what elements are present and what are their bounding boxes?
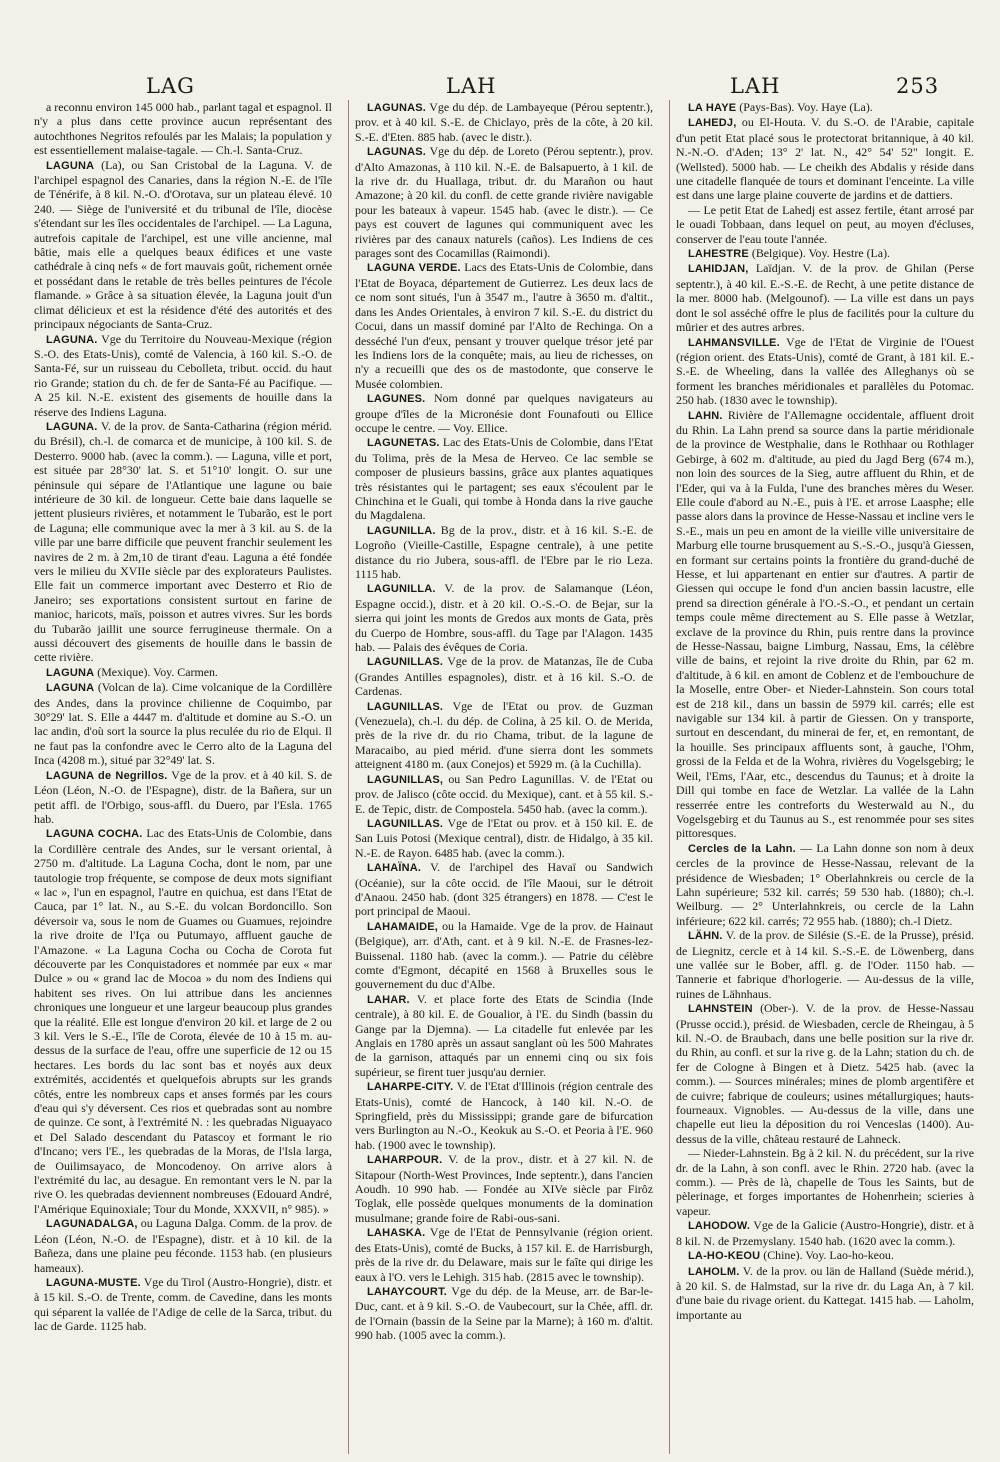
dictionary-entry	[355, 1152, 653, 1225]
dictionary-entry	[676, 1248, 974, 1263]
entry-text: Vge de la prov. et à 40 kil. S. de Léon (Léon, N.-O. de l'Espagne), distr. de la Bañera, sur un petit affl. de l'Orbigo, sous-affl. du Duero, par l'Esla. 1765 hab.	[34, 767, 332, 826]
entry-text: (Mexique). Voy. Carmen.	[97, 664, 218, 679]
dictionary-entry	[355, 260, 653, 391]
entry-headword: LA HAYE	[688, 102, 737, 114]
dictionary-entry	[34, 158, 332, 332]
entry-text: Vge du Territoire du Nouveau-Mexique (région S.-O. des Etats-Unis), comté de Valencia, à 160 kil. S.-O. de Santa-Fé, sur un ruisseau du Cebolleta, tribut. occid. du haut rio Grande; station du ch. de fer de Santa-Fé au Pacifique. — A 25 kil. N.-E. existent des gisements de houille dans la réserve des Indiens Laguna.	[34, 331, 332, 419]
dictionary-entry	[355, 654, 653, 698]
dictionary-entry	[676, 261, 974, 334]
entry-text: V. de l'archipel des Havaï ou Sandwich (Océanie), sur la côte occid. de l'île Maoui, sur le détroit d'Anaou. 2450 hab. (dont 325 étrangers) en 1878. — C'est le port principal de Maoui.	[355, 860, 653, 919]
entry-headword: LAGUNILLAS.	[367, 656, 444, 669]
dictionary-entry	[355, 699, 653, 772]
dictionary-entry	[34, 419, 332, 665]
entry-headword: LAGUNA COCHA.	[46, 828, 143, 841]
dictionary-entry	[34, 768, 332, 827]
entry-text: — Nieder-Lahnstein. Bg à 2 kil. N. du précédent, sur la rive dr. de la Lahn, à son confl. avec le Rhin. 2720 hab. (avec la comm.). — Près de là, chapelle de Tous les Saints, but de pèlerinage, et forges importantes de Hohenrhein; scieries à vapeur.	[676, 1146, 974, 1218]
entry-headword: LAHAMAIDE,	[367, 920, 439, 933]
dictionary-entry	[355, 772, 653, 816]
entry-text: — Le petit Etat de Lahedj est assez fertile, étant arrosé par le ouadi Tobbaan, dans lequel on peut, au moyen d'écluses, conserver de l'eau toute l'année.	[676, 202, 974, 246]
entry-text: V. de la prov. de Salamanque (Léon, Espagne occid.), distr. et à 20 kil. O.-S.-O. de Bejar, sur la sierra qui joint les monts de Gredos aux monts de Gata, près du Cuerpo de Hombre, sous-affl. du Tage par l'Alagon. 1435 hab. — Palais des évêques de Coria.	[355, 581, 653, 655]
dictionary-entry	[355, 581, 653, 654]
header-left-guide-word: LAG	[146, 74, 195, 98]
entry-text: ou Laguna Dalga. Comm. de la prov. de Léon (Léon, N.-O. de l'Espagne), distr. et à 10 kil. de la Bañeza, dans une plaine peu féconde. 1153 hab. (en plusieurs hameaux).	[34, 1216, 332, 1275]
dictionary-entry	[676, 203, 974, 246]
entry-text: ou El-Houta. V. du S.-O. de l'Arabie, capitale d'un petit Etat placé sous le protectorat britannique, à 40 kil. N.-N.-O. d'Aden; 13° 2' lat. N., 42° 54' 52" longit. E. (Wellsted). 5000 hab. — Le cheikh des Abdalis y réside dans une citadelle flanquée de tours et dominant l'enceinte. La ville est dans une large plaine couverte de jardins et de dattiers.	[676, 115, 974, 203]
entry-text: Vge du dép. de la Meuse, arr. de Bar-le-Duc, cant. et à 9 kil. S.-O. de Vaubecourt, sur la Chée, affl. dr. de l'Ornain (bassin de la Seine par la Marne); à 160 m. d'altit. 990 hab. (1005 avec la comm.).	[355, 1283, 653, 1343]
column-2	[348, 100, 653, 1454]
entry-headword: LAGUNAS.	[367, 146, 427, 159]
entry-text: Laïdjan. V. de la prov. de Ghilan (Perse septentr.), à 40 kil. E.-S.-E. de Recht, à une petite distance de la mer. 8000 hab. (Melgounof). — La ville est dans un pays dont le sol asséché offre le plus de facilités pour la culture du mûrier et des autres arbres.	[676, 261, 974, 335]
dictionary-entry	[355, 435, 653, 522]
entry-text: Vge du dép. de Loreto (Pérou septentr.), prov. d'Alto Amazonas, à 110 kil. N.-E. de Balsapuerto, à 1 kil. de la rive dr. du Huallaga, tribut. dr. du Marañon ou haut Amazone; à 20 kil. du confl. de cette grande rivière navigable pour les bateaux à vapeur. 1545 hab. (avec le distr.). — Ce pays est couvert de lagunes qui communiquent avec les rivières par des canaux naturels (caños). Les Indiens de ces parages sont des Cocamillas (Raimondi).	[355, 144, 653, 261]
entry-text: Vge de l'Etat ou prov. et à 150 kil. E. de San Luis Potosi (Mexique central), distr. de Hidalgo, à 35 kil. N.-E. de Rayon. 6485 hab. (avec la comm.).	[355, 815, 653, 860]
dictionary-entry	[355, 919, 653, 992]
entry-headword: LAGUNETAS.	[367, 437, 440, 450]
dictionary-entry	[355, 1079, 653, 1152]
entry-text: Nom donné par quelques navigateurs au groupe d'îles de la Micronésie dont Founafouti ou Ellice occupe le centre. — Voy. Ellice.	[355, 391, 653, 435]
dictionary-entry	[355, 144, 653, 260]
entry-text: (Chine). Voy. Lao-ho-keou.	[763, 1248, 894, 1263]
entry-headword: LAHARPE-CITY.	[367, 1081, 454, 1094]
entry-text: (Belgique). Voy. Hestre (La).	[751, 246, 891, 261]
dictionary-entry	[355, 100, 653, 144]
text-columns	[34, 100, 974, 1454]
dictionary-entry	[676, 1001, 974, 1146]
dictionary-entry	[676, 1218, 974, 1248]
entry-text: — La Lahn donne son nom à deux cercles de la province de Hesse-Nassau, relevant de la présidence de Wiesbaden; 1° Oberlahnkreis ou cercle de la Lahn supérieure; 532 kil. carrés; 59 530 hab. (1880); ch.-l. Weilburg. — 2° Unterlahnkreis, ou cercle de la Lahn inférieure; 622 kil. carrés; 72 955 hab. (1880); ch.-l Dietz.	[676, 840, 974, 928]
entry-text: (Pays-Bas). Voy. Haye (La).	[739, 100, 873, 114]
entry-headword: LAHARPOUR.	[367, 1154, 443, 1167]
dictionary-entry	[355, 523, 653, 582]
entry-text: V. de la prov., distr. et à 27 kil. N. de Sitapour (North-West Provinces, Inde septentr.), dans l'ancien Aoudh. 10 990 hab. — Fondée au XIVe siècle par Firôz Toglak, elle possède quelques monuments de la domination musulmane; grande foire de Rabi-ous-sani.	[355, 1152, 653, 1225]
entry-text: Vge de la prov. de Matanzas, île de Cuba (Grandes Antilles espagnoles), distr. et à 16 kil. S.-O. de Cardenas.	[355, 654, 653, 699]
entry-text: ou San Pedro Lagunillas. V. de l'Etat ou prov. de Jalisco (côte occid. du Mexique), cant. et à 55 kil. S.-E. de Tepic, distr. de Compostela. 5450 hab. (avec la comm.).	[355, 771, 653, 816]
entry-headword: Cercles de la Lahn.	[688, 842, 796, 855]
header-right-guide-word: LAH	[730, 74, 781, 98]
dictionary-entry	[34, 665, 332, 680]
dictionary-entry	[676, 335, 974, 408]
entry-headword: LAHEDJ,	[688, 117, 737, 130]
entry-headword: LAGUNILLA.	[367, 583, 436, 596]
entry-headword: LAGUNILLAS.	[367, 817, 444, 830]
entry-text: Lac des Etats-Unis de Colombie, dans la Cordillère centrale des Andes, sur le versant oriental, à 2750 m. d'altitude. La Laguna Cocha, dont le nom, par une tautologie trop fréquente, se compose de deux mots signifiant « lac », l'un en espagnol, l'autre en quichua, est dans l'Etat de Cauca, par 1° lat. N., au S.-E. du volcan Bordoncillo. Son déversoir va, sous le nom de Guames ou Guamues, rejoindre la rive droite de l'Iça ou Putumayo, affluent gauche de l'Amazone. « La Laguna Cocha ou Cocha de Corota fut découverte par les Conquistadores et nommée par eux « mar Dulce » ou « grand lac de Mocoa » du nom des Indiens qui habitent ses rives. On lui attribue dans les anciennes chroniques une longueur et une largeur beaucoup plus grandes que la réalité. Elle est longue d'environ 20 kil. et large de 2 ou 3 kil. Vers le S.-E., l'île de Corota, élevée de 10 à 15 m. au-dessus de la surface de l'eau, offre une superficie de 12 ou 15 hectares. Les bords du lac sont bas et noyés aux deux extrémités, accidentés et quelquefois abrupts sur les grands côtés, entre les nombreux caps et anses formés par les cours d'eau qui s'y déversent. Ces rios et quebradas sont au nombre de quinze. Ce sont, à l'extrémité N. : les quebradas Niguayaco et Del Salado descendant du Patascoy et formant le rio d'Incano; vers l'E., les quebradas de la Moras, de l'Isla larga, de Ouilimsayaco, de Moncodenoy. On arrive alors à l'extrémité du lac, au desague. En remontant vers le N. par la rive O. les quebradas deviennent nombreuses (Edouard André, l'Amérique Equinoxiale; Tour du Monde, XXXVII, n° 985). »	[34, 826, 332, 1216]
dictionary-entry	[676, 1264, 974, 1323]
dictionary-entry	[34, 680, 332, 767]
entry-text: V. de la prov. ou län de Halland (Suède mérid.), à 20 kil. S. de Halmstad, sur la rive dr. du Laga An, à 7 kil. d'une baie du rivage orient. du Kattegat. 1415 hab. — Laholm, importante au	[676, 1263, 974, 1322]
entry-headword: LAGUNA	[46, 666, 95, 679]
entry-text: Vge de l'Etat de Virginie de l'Ouest (région orient. des Etats-Unis), comté de Grant, à 181 kil. E.-S.-E. de Wheeling, dans la vallée des Alleghanys où se forment les branches méridionales et parallèles du Potomac. 250 hab. (1830 avec le township).	[676, 334, 974, 408]
dictionary-entry	[355, 816, 653, 860]
entry-headword: LAHAR.	[367, 993, 410, 1006]
entry-headword: LAGUNILLA.	[367, 524, 436, 537]
entry-text: V. de la prov. de Santa-Catharina (région mérid. du Brésil), ch.-l. de comarca et de municipe, à 100 kil. S. de Desterro. 9000 hab. (avec la comm.). — Laguna, ville et port, est située par 28°30' lat. S. et 51°10' longit. O. sur une péninsule qui sépare de l'Atlantique une lagune ou baie intérieure de 30 kil. de longueur. Cette baie dans laquelle se jettent plusieurs rivières, et notamment le Tubarão, est le port de Laguna; elle communique avec la mer à 3 kil. au S. de la ville par une barre difficile que peuvent franchir seulement les navires de 2 m. à 2m,10 de tirant d'eau. Laguna a été fondée vers le milieu du XVIIe siècle par des explorateurs Paulistes. Elle fait un commerce important avec Desterro et Rio de Janeiro; ses exportations consistent surtout en farine de manioc, haricots, maïs, poisson et autres vivres. Sur les bords du Tubarão jaillit une source ferrugineuse thermale. On a aussi découvert des gisements de houille dans le bassin de cette rivière.	[34, 418, 332, 665]
entry-headword: LAHOLM.	[688, 1265, 740, 1278]
entry-text: Bg de la prov., distr. et à 16 kil. S.-E. de Logroño (Vieille-Castille, Espagne centrale), à une petite distance du rio Jubera, sous-affl. de l'Ebre par le rio Leza. 1115 hab.	[355, 522, 653, 581]
dictionary-entry	[676, 928, 974, 1001]
entry-headword: LÄHN.	[688, 930, 723, 943]
entry-text: Vge de la Galicie (Austro-Hongrie), distr. et à 8 kil. N. de Przemyslany. 1540 hab. (1620 avec la comm.).	[676, 1218, 974, 1248]
entry-headword: LAGUNA.	[46, 420, 98, 433]
dictionary-entry	[34, 332, 332, 419]
entry-text: V. de la prov. de Silésie (S.-E. de la Prusse), présid. de Liegnitz, cercle et à 14 kil. S.-S.-E. de Löwenberg, dans une vallée sur le Bober, affl. g. de l'Oder. 1150 hab. — Tannerie et fabrique d'horlogerie. — Au-dessus de la ville, ruines de Lähnhaus.	[676, 928, 974, 1001]
entry-headword: LA-HO-KEOU	[688, 1250, 761, 1263]
entry-text: Vge du dép. de Lambayeque (Pérou septentr.), prov. et à 40 kil. S.-E. de Chiclayo, près de la côte, à 20 kil. S.-E. d'Eten. 885 hab. (avec le distr.).	[355, 100, 653, 144]
entry-headword: LAHIDJAN,	[688, 263, 749, 276]
entry-headword: LAHN.	[688, 409, 723, 422]
column-3	[669, 100, 974, 1454]
entry-headword: LAGUNADALGA,	[46, 1218, 138, 1231]
entry-text: Vge de l'Etat ou prov. de Guzman (Venezuela), ch.-l. du dép. de Colina, à 25 kil. O. de Merida, près de la rive dr. du rio Chama, tribut. de la lagune de Maracaibo, au pied mérid. d'une sierra dont les sommets atteignent 4180 m. (aux Conejos) et 5929 m. (à la Cuchilla).	[355, 698, 653, 772]
entry-headword: LAGUNA-MUSTE.	[46, 1276, 141, 1289]
entry-headword: LAGUNES.	[367, 393, 426, 406]
entry-headword: LAHESTRE	[688, 248, 749, 261]
dictionary-entry	[355, 860, 653, 919]
entry-headword: LAGUNA VERDE.	[367, 262, 461, 275]
page-number: 253	[896, 74, 940, 98]
dictionary-entry	[676, 100, 974, 115]
entry-headword: LAHAYCOURT.	[367, 1285, 448, 1298]
dictionary-entry	[355, 1284, 653, 1343]
dictionary-entry	[676, 841, 974, 928]
entry-text: a reconnu environ 145 000 hab., parlant tagal et espagnol. Il n'y a plus dans cette province aucun représentant des autochthones Negritos refoulés par les Malais; la population y est essentiellement malaise-tagale. — Ch.-l. Santa-Cruz.	[34, 100, 332, 158]
dictionary-entry	[34, 1275, 332, 1334]
entry-text: Lacs des Etats-Unis de Colombie, dans l'Etat de Boyaca, département de Gutierrez. Les deux lacs de ce nom sont situés, l'un à 3547 m., l'autre à 3650 m. d'altit., dans les Andes Orientales, à environ 7 kil. S.-E. du district du Cocui, dans un massif dominé par l'Alto de Rechinga. On a desséché l'un d'eux, pensant y trouver quelque trésor jeté par les Indiens lors de la conquête; mais, au lieu de richesses, on n'y a recueilli que des os de mastodonte, que conserve le Musée colombien.	[355, 260, 653, 391]
entry-text: ou la Hamaide. Vge de la prov. de Hainaut (Belgique), arr. d'Ath, cant. et à 9 kil. N.-E. de Frasnes-lez-Buissenal. 1180 hab. (avec la comm.). — Patrie du célèbre comte d'Egmont, décapité en 1568 à Bruxelles sous le gouvernement du duc d'Albe.	[355, 918, 653, 992]
entry-headword: LAGUNILLAS,	[367, 773, 444, 786]
dictionary-entry	[676, 1146, 974, 1218]
column-1	[34, 100, 332, 1454]
entry-headword: LAGUNA	[46, 682, 95, 695]
dictionary-entry	[355, 992, 653, 1079]
entry-headword: LAHODOW.	[688, 1220, 751, 1233]
entry-text: V. et place forte des Etats de Scindia (Inde centrale), à 80 kil. E. de Goualior, à l'E. du Sindh (bassin du Gange par la Djemna). — La citadelle fut enlevée par les Anglais en 1780 après un assaut sanglant où les 500 Mahrates de la garnison, attaqués par un ennemi cinq ou six fois supérieur, se firent tuer jusqu'au dernier.	[355, 991, 653, 1079]
entry-text: Vge du Tirol (Austro-Hongrie), distr. et à 15 kil. S.-O. de Trente, comm. de Cavedine, dans les monts qui séparent la vallée de l'Adige de celle de la Sarca, tribut. du lac de Garde. 1125 hab.	[34, 1274, 332, 1334]
dictionary-entry	[355, 1225, 653, 1284]
entry-text: (Volcan de la). Cime volcanique de la Cordillère des Andes, dans la province chilienne de Coquimbo, par 30°29' lat. S. Elle a 4447 m. d'altitude et domine au S.-O. un lac andin, d'où sort la source la plus reculée du rio de Elqui. Il ne faut pas la confondre avec le Cerro alto de la Laguna del Inca (4208 m.), situé par 32°49' lat. S.	[34, 680, 332, 768]
entry-headword: LAGUNA de Negrillos.	[46, 769, 168, 782]
entry-headword: LAHMANSVILLE.	[688, 336, 780, 349]
entry-text: Lac des Etats-Unis de Colombie, dans l'Etat du Tolima, près de la Mesa de Herveo. Ce lac semble se composer de plusieurs bassins, grâce aux plantes aquatiques très résistantes qui le partagent; ses eaux s'écoulent par le Chinchina et le Guali, qui tombe à Honda dans la rive gauche du Magdalena.	[355, 435, 653, 523]
entry-headword: LAHAÏNA.	[367, 862, 422, 875]
entry-text: (Ober-). V. de la prov. de Hesse-Nassau (Prusse occid.), présid. de Wiesbaden, cercle de Rheingau, à 5 kil. N.-O. de Braubach, dans une belle position sur la rive dr. du Rhin, au confl. et sur la rive g. de la Lahn; station du ch. de fer de Cologne à Bingen et à Dietz. 5425 hab. (avec la comm.). — Sources minérales; mines de plomb argentifère et de cuivre; fabrique de couleurs; usines métallurgiques; hauts-fourneaux. Vignobles. — Au-dessus de la ville, dans une chapelle eut lieu la déposition du roi Venceslas (1400). Au-dessus de la ville, château restauré de Lahneck.	[676, 1001, 974, 1146]
dictionary-entry	[34, 100, 332, 158]
entry-text: V. de l'Etat d'Illinois (région centrale des Etats-Unis), comté de Hancock, à 140 kil. N.-O. de Springfield, près du Mississippi; grande gare de bifurcation vers Burlington au N.-O., Keokuk au S.-O. et Peoria à l'E. 960 hab. (1900 avec le township).	[355, 1079, 653, 1152]
entry-text: Rivière de l'Allemagne occidentale, affluent droit du Rhin. La Lahn prend sa source dans la partie méridionale de la province de Westphalie, dans le Rothhaar ou Rothlager Gebirge, à 602 m. d'altitude, au pied du Jagd Berg (674 m.), non loin des sources de la Sieg, autre affluent du Rhin, et de l'Eder, qui va à la Fulda, l'une des branches mères du Weser. Elle coule d'abord au N.-E., puis à l'E. et arrose Laasphe; elle passe alors dans la province de Hesse-Nassau et incline vers le S.-E., mais un peu en amont de la vieille ville universitaire de Marburg elle tourne brusquement au S.-S.-O., jusqu'à Giessen, en formant sur certains points la frontière du grand-duché de Hesse, et lui appartenant en entier sur d'autres. A partir de Giessen qui occupe le fond d'un ancien bassin lacustre, elle prend sa direction générale à l'O.-S.-O., et pendant un certain temps coule même directement au S. Elle passe à Wetzlar, exclave de la province du Rhin, puis rentre dans la province de Hesse-Nassau, baigne Limburg, Nassau, Ems, la célèbre ville de bains, et rejoint la rive droite du Rhin, par 62 m. d'altitude, à 6 kil. en amont de Coblenz et de l'embouchure de la Moselle, entre Ober- et Nieder-Lahnstein. Son cours total est de 218 kil., dans un bassin de 5979 kil. carrés; elle est navigable sur 134 kil. à partir de Giessen. On y transporte, surtout en descendant, du minerai de fer, et, en remontant, de la houille. Ses principaux affluents sont, à gauche, l'Ohm, grossi de la Felda et de la Wohra, rivières du Vogelsgebirg; le Weil, l'Ems, l'Aar, etc., descendus du Taunus; et à droite la Dill qui tombe en face de Wetzlar. La vallée de la Lahn resserrée entre les contreforts du Westerwald au N., du Vogelsgebirg et du Taunus au S., est renommée pour ses sites pittoresques.	[676, 407, 974, 841]
dictionary-entry	[34, 1216, 332, 1275]
entry-headword: LAGUNILLAS.	[367, 700, 444, 713]
dictionary-entry	[355, 391, 653, 435]
entry-headword: LAGUNA.	[46, 333, 98, 346]
entry-headword: LAHNSTEIN	[688, 1003, 753, 1016]
dictionary-entry	[676, 408, 974, 841]
dictionary-entry	[34, 826, 332, 1216]
header-center-guide-word: LAH	[446, 74, 497, 98]
entry-headword: LAGUNA	[46, 159, 95, 172]
entry-headword: LAGUNAS.	[367, 102, 427, 114]
entry-text: Vge de l'Etat de Pennsylvanie (région orient. des Etats-Unis), comté de Bucks, à 157 kil. E. de Harrisburgh, près de la rive dr. du Delaware, mais sur le faîte qui dirige les eaux à l'O. vers le Lehigh. 315 hab. (2815 avec le township).	[355, 1225, 653, 1284]
dictionary-entry	[676, 246, 974, 261]
entry-text: (La), ou San Cristobal de la Laguna. V. de l'archipel espagnol des Canaries, dans la région N.-E. de l'île de Ténérife, à 8 kil. N.-O. d'Orotava, sur un plateau élevé. 10 240. — Siège de l'université et du tribunal de l'île, diocèse s'étendant sur les îles occidentales de l'archipel. — La Laguna, autrefois capitale de l'archipel, est une ville ancienne, mal bâtie, mais elle a quelques beaux édifices et une vaste cathédrale à cinq nefs « de fort mauvais goût, richement ornée et possédant dans le retable de très belles peintures de l'école flamande. » Grâce à sa situation élevée, la Laguna jouit d'un climat délicieux et est la résidence d'été des autorités et des principaux négociants de Santa-Cruz.	[34, 157, 332, 332]
dictionary-entry	[676, 115, 974, 202]
entry-headword: LAHASKA.	[367, 1227, 426, 1240]
